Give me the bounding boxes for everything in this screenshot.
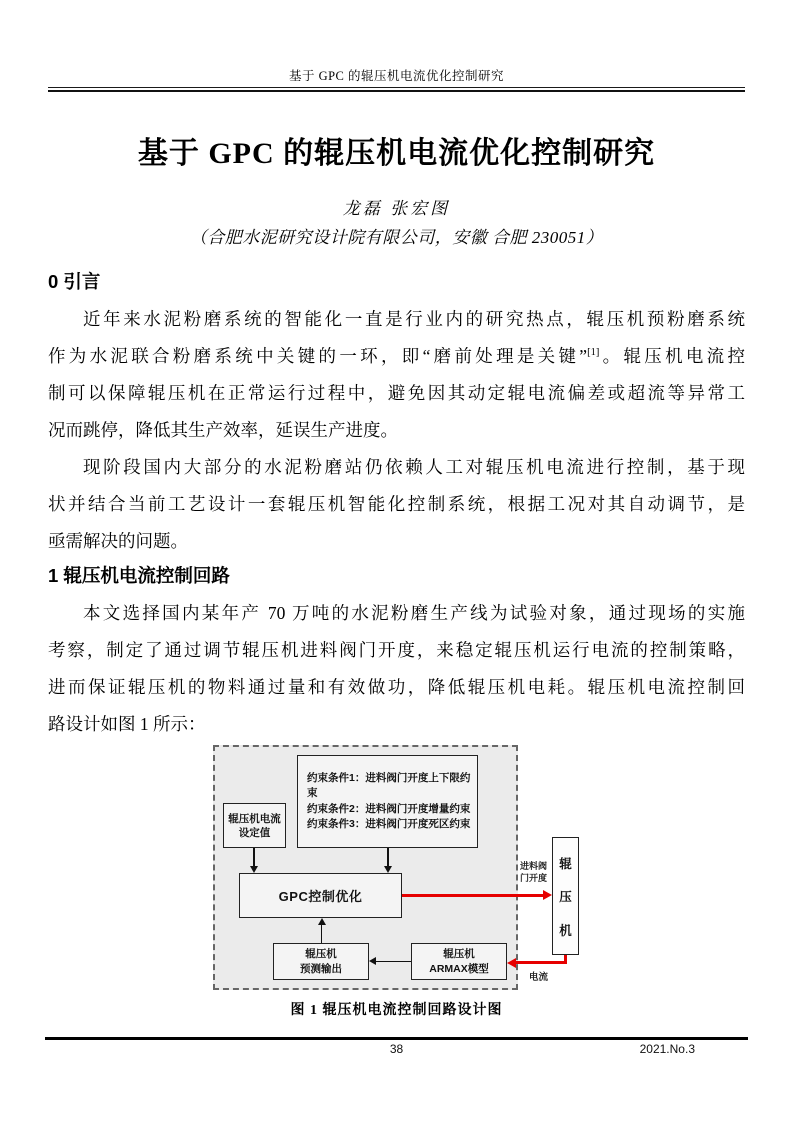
paper-title: 基于 GPC 的辊压机电流优化控制研究 — [137, 137, 656, 170]
body-line: 现阶段国内大部分的水泥粉磨站仍依赖人工对辊压机电流进行控制，基于现 — [83, 457, 745, 477]
constraint-line: 约束条件3：进料阀门开度死区约束 — [307, 818, 471, 830]
node-roller-press — [552, 837, 579, 955]
body-line: 制可以保障辊压机在正常运行过程中，避免因其动定辊电流偏差或超流等异常工 — [48, 383, 745, 403]
red-arrowhead-left-icon — [507, 958, 516, 968]
body-text: 。辊压机电流控 — [599, 346, 745, 366]
red-arrowhead-right-icon — [543, 890, 552, 900]
journal-issue: 2021.No.3 — [639, 1042, 695, 1056]
node-label: 设定值 — [238, 826, 271, 839]
body-text: 作为水泥联合粉磨系统中关键的一环，即“磨前处理是关键” — [48, 346, 588, 366]
node-label: 预测输出 — [300, 962, 342, 975]
constraint-line: 约束条件1：进料阀门开度上下限约束 — [307, 771, 471, 799]
node-label: 机 — [559, 923, 572, 938]
arrowhead-down-icon — [384, 866, 392, 873]
node-constraints — [297, 755, 478, 848]
label-feed-valve-opening — [520, 860, 547, 884]
body-line: 况而跳停，降低其生产效率，延误生产进度。 — [48, 420, 398, 440]
body-line: 本文选择国内某年产 70 万吨的水泥粉磨生产线为试验对象，通过现场的实施 — [83, 603, 745, 623]
node-label: ARMAX模型 — [429, 962, 489, 975]
page-footer — [45, 1037, 748, 1062]
node-label: 辊 — [559, 856, 572, 871]
paragraph-1 — [48, 301, 745, 449]
node-armax-model — [411, 943, 507, 980]
authors: 龙磊 张宏图 — [342, 199, 451, 218]
node-label: 压 — [559, 890, 572, 904]
arrow-constraints-to-gpc — [387, 848, 389, 867]
header-rule — [48, 87, 745, 92]
arrow-pred-to-gpc — [321, 925, 323, 943]
label-line: 门开度 — [520, 873, 548, 883]
page-number: 38 — [389, 1042, 404, 1056]
node-label: GPC控制优化 — [278, 889, 363, 904]
body-line: 状并结合当前工艺设计一套辊压机智能化控制系统，根据工况对其自动调节，是 — [48, 494, 745, 514]
node-gpc-optimizer — [239, 873, 402, 918]
label-line: 进料阀 — [520, 861, 548, 871]
section-heading-0: 0 引言 — [48, 271, 101, 292]
arrowhead-down-icon — [250, 866, 258, 873]
node-label: 辊压机 — [305, 948, 337, 960]
arrow-roller-to-armax — [516, 961, 567, 964]
constraint-line: 约束条件2：进料阀门开度增量约束 — [307, 802, 471, 815]
arrow-armax-to-pred — [376, 961, 411, 963]
affiliation: （合肥水泥研究设计院有限公司，安徽 合肥 230051） — [189, 228, 604, 247]
body-line: 考察，制定了通过调节辊压机进料阀门开度，来稳定辊压机运行电流的控制策略， — [48, 640, 745, 660]
page-content — [48, 0, 745, 1021]
figure-caption: 图 1 辊压机电流控制回路设计图 — [290, 1003, 503, 1018]
node-label: 辊压机电流 — [228, 812, 281, 825]
paragraph-2 — [48, 449, 745, 560]
paragraph-3 — [48, 595, 745, 743]
footer-rule — [45, 1037, 748, 1040]
arrowhead-left-icon — [369, 957, 376, 965]
node-predicted-output — [273, 943, 369, 980]
running-head: 基于 GPC 的辊压机电流优化控制研究 — [288, 69, 505, 83]
citation-ref: [1] — [587, 347, 600, 359]
body-line — [48, 338, 745, 375]
body-line: 近年来水泥粉磨系统的智能化一直是行业内的研究热点，辊压机预粉磨系统 — [83, 309, 745, 329]
arrowhead-up-icon — [318, 918, 326, 925]
arrow-gpc-to-roller — [402, 894, 543, 897]
label-current-signal: 电流 — [529, 972, 549, 983]
arrow-setpoint-to-gpc — [253, 848, 255, 867]
node-label: 辊压机 — [443, 948, 475, 960]
node-current-setpoint — [223, 803, 286, 848]
footer-row — [45, 1042, 748, 1062]
figure-1-diagram — [48, 743, 745, 995]
body-line: 路设计如图 1 所示： — [48, 714, 206, 734]
body-line: 亟需解决的问题。 — [48, 531, 188, 551]
body-line: 进而保证辊压机的物料通过量和有效做功，降低辊压机电耗。辊压机电流控制回 — [48, 677, 745, 697]
section-heading-1: 1 辊压机电流控制回路 — [48, 565, 230, 586]
